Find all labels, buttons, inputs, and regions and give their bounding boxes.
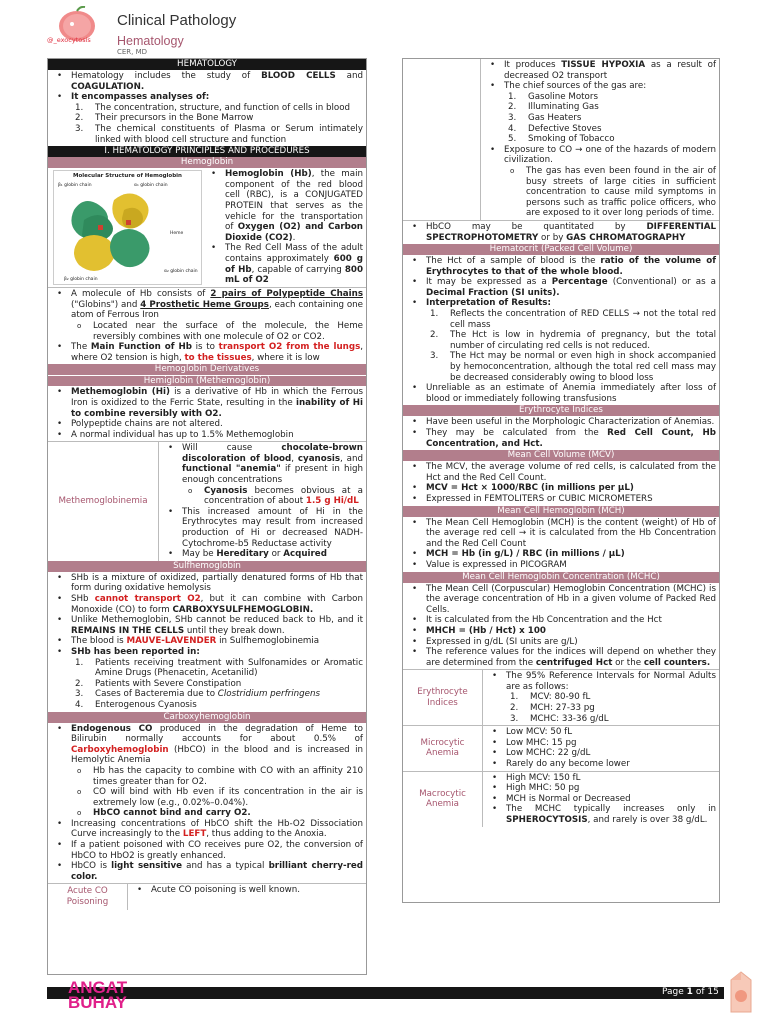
list-item: • High MCV: 150 fL <box>486 773 716 784</box>
sub-item: o Located near the surface of the molecule, the Heme reversibly combines with one molecule of O2 or CO2. <box>71 321 363 342</box>
page-number: Page 1 of 15 <box>662 987 719 997</box>
hemoglobin-list-2 <box>48 287 366 364</box>
section-hematocrit: Hematocrit (Packed Cell Volume) <box>403 244 719 255</box>
list-item: • MCH is Normal or Decreased <box>486 794 716 805</box>
author: CER, MD <box>117 48 148 56</box>
list-item: • High MHC: 50 pg <box>486 783 716 794</box>
numbered-item: 1. Gasoline Motors <box>508 91 598 102</box>
numbered-list <box>71 103 363 145</box>
list-item: • Exposure to CO → one of the hazards of modern civilization. o The gas has even been found in the air of busy streets of large cities in sufficient concentration to cause mild symptoms in persons such as traffic police officers, who are exposed to it over long periods of time. <box>484 145 716 219</box>
list-item: • SHb is a mixture of oxidized, partially denatured forms of Hb that form during oxidative hemolysis <box>51 573 363 594</box>
co-continued-block <box>403 59 719 220</box>
document-subtitle: Hematology <box>117 34 184 48</box>
methemoglobinemia-row <box>48 441 366 561</box>
list-item: • HbCO is light sensitive and has a typical brilliant cherry-red color. <box>51 861 363 882</box>
hemoglobin-block <box>48 168 366 287</box>
sub-item: o CO will bind with Hb even if its concentration in the air is extremely low (e.g., 0.02%–0.04%). <box>71 787 363 808</box>
list-item: • SHb cannot transport O2, but it can combine with Carbon Monoxide (CO) to form CARBOXYSULFHEMOGLOBIN. <box>51 594 363 615</box>
image-label: β₂ globin chain <box>64 277 98 283</box>
image-label: β₁ globin chain <box>58 183 92 189</box>
logo-handle: @_exocytosis <box>47 36 91 44</box>
list-item: • The Hct of a sample of blood is the ratio of the volume of Erythrocytes to that of the whole blood. <box>406 256 716 277</box>
list-item: • The Main Function of Hb is to transport O2 from the lungs, where O2 tension is high, to the tissues, where it is low <box>51 342 363 363</box>
numbered-item: 2. Their precursors in the Bone Marrow <box>75 113 254 124</box>
list-item: • Acute CO poisoning is well known. <box>131 885 363 896</box>
quantitation-list <box>403 220 719 244</box>
list-item: • The blood is MAUVE-LAVENDER in Sulfhemoglobinemia <box>51 636 363 647</box>
numbered-item: 4. Enterogenous Cyanosis <box>75 699 197 710</box>
list-item: • A molecule of Hb consists of 2 pairs of Polypeptide Chains ("Globins") and 4 Prosthetic Heme Groups, each containing one atom of Ferrous Iron o Located near the surface of the molecule, the Heme reversibly combines with one molecule of O2 or CO2. <box>51 289 363 342</box>
list-item: • The MCHC typically increases only in SPHEROCYTOSIS, and rarely is over 38 g/dL. <box>486 804 716 825</box>
methemoglobin-list <box>48 386 366 441</box>
reference-row-normal <box>403 669 719 725</box>
image-label: α₁ globin chain <box>134 183 168 189</box>
numbered-item: 3. Cases of Bacteremia due to Clostridium perfringens <box>75 689 321 700</box>
section-erythrocyte-indices: Erythrocyte Indices <box>403 405 719 416</box>
list-item: • HbCO may be quantitated by DIFFERENTIAL SPECTROPHOTOMETRY or by GAS CHROMATOGRAPHY <box>406 222 716 243</box>
row-label: Erythrocyte Indices <box>403 670 483 725</box>
numbered-item: 2. MCH: 27-33 pg <box>510 703 595 714</box>
section-bar-principles: I. HEMATOLOGY PRINCIPLES AND PROCEDURES <box>48 146 366 157</box>
list-item: • Will cause chocolate-brown discoloration of blood, cyanosis, and functional "anemia" if present in high enough concentrations o Cyanosis becomes obvious at a concentration of about 1.5 g Hi/dL <box>162 443 363 507</box>
hemoglobin-structure-image <box>53 170 202 285</box>
numbered-item: 1. Patients receiving treatment with Sulfonamides or Aromatic Amine Drugs (Phenacetin, Acetanilid) <box>75 657 363 679</box>
section-sulfhemoglobin: Sulfhemoglobin <box>48 561 366 572</box>
numbered-item: 5. Smoking of Tobacco <box>508 134 615 145</box>
left-column <box>47 58 367 975</box>
numbered-item: 2. The Hct is low in hydremia of pregnancy, but the total number of circulating red cells is not reduced. <box>430 330 716 351</box>
numbered-item: 1. The concentration, structure, and function of cells in blood <box>75 102 351 113</box>
numbered-list <box>506 692 716 724</box>
image-label: α₂ globin chain <box>164 269 198 275</box>
mch-list <box>403 517 719 572</box>
sub-item: o HbCO cannot bind and carry O2. <box>71 808 363 819</box>
list-item: • It is calculated from the Hb Concentration and the Hct <box>406 615 716 626</box>
page-header <box>45 6 745 56</box>
numbered-item: 3. The chemical constituents of Plasma or Serum intimately linked with blood cell structure and function <box>75 123 363 145</box>
numbered-list <box>71 658 363 711</box>
mchc-list <box>403 583 719 670</box>
carboxyhemoglobin-list <box>48 723 366 884</box>
list-item: • The Mean Cell (Corpuscular) Hemoglobin Concentration (MCHC) is the average concentration of Hb in a given volume of Packed Red Cells. <box>406 584 716 616</box>
section-mcv: Mean Cell Volume (MCV) <box>403 450 719 461</box>
document-title: Clinical Pathology <box>117 12 237 29</box>
list-item: • MCH = Hb (in g/L) / RBC (in millions / μL) <box>406 549 716 560</box>
list-item: • It may be expressed as a Percentage (Conventional) or as a Decimal Fraction (SI units). <box>406 277 716 298</box>
list-item: • If a patient poisoned with CO receives pure O2, the conversion of HbCO to HbO2 is greatly enhanced. <box>51 840 363 861</box>
numbered-list <box>504 92 716 145</box>
section-bar-hematology: HEMATOLOGY <box>48 59 366 70</box>
hematology-intro <box>48 70 366 146</box>
list-item: • It produces TISSUE HYPOXIA as a result of decreased O2 transport <box>484 60 716 81</box>
list-item: • The Mean Cell Hemoglobin (MCH) is the content (weight) of Hb of the average red cell → it is calculated from the Hb Concentration and the Red Cell Count <box>406 518 716 550</box>
list-item: • Low MHC: 15 pg <box>486 738 716 749</box>
list-item: • Unlike Methemoglobin, SHb cannot be reduced back to Hb, and it REMAINS IN THE CELLS until they break down. <box>51 615 363 636</box>
numbered-list <box>426 309 716 383</box>
list-item: • Unreliable as an estimate of Anemia immediately after loss of blood or immediately following transfusions <box>406 383 716 404</box>
list-item: • Rarely do any become lower <box>486 759 716 770</box>
list-item: • Expressed in g/dL (SI units are g/L) <box>406 637 716 648</box>
section-mchc: Mean Cell Hemoglobin Concentration (MCHC) <box>403 572 719 583</box>
list-item: • SHb has been reported in: 1. Patients receiving treatment with Sulfonamides or Aromatic Amine Drugs (Phenacetin, Acetanilid) 2. Patients with Severe Constipation 3. Cases of Bacteremia due to Clostridium perfringens 4. Enterogenous Cyanosis <box>51 647 363 711</box>
milk-carton-icon <box>725 970 757 1014</box>
section-mch: Mean Cell Hemoglobin (MCH) <box>403 506 719 517</box>
list-item: • Methemoglobin (Hi) is a derivative of Hb in which the Ferrous Iron is oxidized to the Ferric State, resulting in the inability of Hi to combine reversibly with O2. <box>51 387 363 419</box>
numbered-item: 3. Gas Heaters <box>508 112 582 123</box>
sulfhemoglobin-list <box>48 572 366 712</box>
list-item: • The Red Cell Mass of the adult contains approximately 600 g of Hb, capable of carrying 800 mL of O2 <box>205 243 363 285</box>
exocytosis-logo <box>45 6 115 52</box>
row-label: Microcytic Anemia <box>403 726 483 770</box>
reference-row-macrocytic <box>403 771 719 827</box>
numbered-item: 4. Defective Stoves <box>508 123 602 134</box>
numbered-item: 2. Patients with Severe Constipation <box>75 678 242 689</box>
angat-buhay-logo: ANGAT BUHAY <box>68 978 128 1012</box>
sub-item: o The gas has even been found in the air of busy streets of large cities in sufficient concentration to cause mild symptoms in persons such as traffic police officers, who are exposed to it over long periods of time. <box>504 166 716 219</box>
mcv-list <box>403 461 719 505</box>
indices-list <box>403 416 719 450</box>
row-label: Methemoglobinemia <box>48 442 159 561</box>
row-label: Macrocytic Anemia <box>403 772 483 827</box>
hematocrit-list <box>403 255 719 405</box>
sub-item: o Hb has the capacity to combine with CO with an affinity 210 times greater than for O2. <box>71 766 363 787</box>
list-item: • The 95% Reference Intervals for Normal Adults are as follows: 1. MCV: 80-90 fL 2. MCH: 27-33 pg 3. MCHC: 33-36 g/dL <box>486 671 716 724</box>
section-hemoglobin: Hemoglobin <box>48 157 366 168</box>
reference-row-microcytic <box>403 725 719 770</box>
list-item: • It encompasses analyses of: 1. The concentration, structure, and function of cells in blood 2. Their precursors in the Bone Marrow 3. The chemical constituents of Plasma or Serum intimately linked with blood cell structure and function <box>51 92 363 145</box>
list-item: • Hematology includes the study of BLOOD CELLS and COAGULATION. <box>51 71 363 92</box>
list-item: • May be Hereditary or Acquired <box>162 549 363 560</box>
list-item: • Value is expressed in PICOGRAM <box>406 560 716 571</box>
section-methemoglobin: Hemiglobin (Methemoglobin) <box>48 375 366 386</box>
list-item: • Low MCV: 50 fL <box>486 727 716 738</box>
list-item: • Expressed in FEMTOLITERS or CUBIC MICROMETERS <box>406 494 716 505</box>
right-column <box>402 58 720 903</box>
list-item: • Polypeptide chains are not altered. <box>51 419 363 430</box>
list-item: • MHCH = (Hb / Hct) x 100 <box>406 626 716 637</box>
list-item: • Have been useful in the Morphologic Characterization of Anemias. <box>406 417 716 428</box>
list-item: • The chief sources of the gas are: 1. Gasoline Motors 2. Illuminating Gas 3. Gas Heaters 4. Defective Stoves 5. Smoking of Tobacco <box>484 81 716 145</box>
footer-bar <box>47 987 724 999</box>
section-hb-derivatives: Hemoglobin Derivatives <box>48 364 366 375</box>
image-title: Molecular Structure of Hemoglobin <box>73 173 182 180</box>
acute-co-row <box>48 883 366 909</box>
list-item: • MCV = Hct × 1000/RBC (in millions per μL) <box>406 483 716 494</box>
list-item: • Interpretation of Results: 1. Reflects the concentration of RED CELLS → not the total red cell mass 2. The Hct is low in hydremia of pregnancy, but the total number of circulating red cells is not reduced. 3. The Hct may be normal or even high in shock accompanied by hemoconcentration, although the total red cell mass may be decreased considerably owing to blood loss <box>406 298 716 383</box>
list-item: • Hemoglobin (Hb), the main component of the red blood cell (RBC), is a CONJUGATED PROTEIN that serves as the vehicle for the transportation of Oxygen (O2) and Carbon Dioxide (CO2). <box>205 169 363 243</box>
list-item: • This increased amount of Hi in the Erythrocytes may result from increased production of Hi or decreased NADH-Cytochrome-b5 Reductase activity <box>162 507 363 549</box>
numbered-item: 1. MCV: 80-90 fL <box>510 692 591 703</box>
list-item: • Endogenous CO produced in the degradation of Heme to Bilirubin normally accounts for about 0.5% of Carboxyhemoglobin (HbCO) in the blood and is increased in Hemolytic Anemia o Hb has the capacity to combine with CO with an affinity 210 times greater than for O2. o CO will bind with Hb even if its concentration in the air is extremely low (e.g., 0.02%–0.04%). o HbCO cannot bind and carry O2. <box>51 724 363 819</box>
list-item: • Increasing concentrations of HbCO shift the Hb-O2 Dissociation Curve increasingly to the LEFT, thus adding to the Anoxia. <box>51 819 363 840</box>
hemoglobin-list <box>205 168 366 287</box>
numbered-item: 3. MCHC: 33-36 g/dL <box>510 713 609 724</box>
numbered-item: 2. Illuminating Gas <box>508 102 599 113</box>
section-carboxyhemoglobin: Carboxyhemoglobin <box>48 712 366 723</box>
list-item: • A normal individual has up to 1.5% Methemoglobin <box>51 430 363 441</box>
list-item: • They may be calculated from the Red Cell Count, Hb Concentration, and Hct. <box>406 428 716 449</box>
list-item: • The reference values for the indices will depend on whether they are determined from the centrifuged Hct or the cell counters. <box>406 647 716 668</box>
list-item: • The MCV, the average volume of red cells, is calculated from the Hct and the Red Cell Count. <box>406 462 716 483</box>
list-item: • Low MCHC: 22 g/dL <box>486 748 716 759</box>
numbered-item: 3. The Hct may be normal or even high in shock accompanied by hemoconcentration, although the total red cell mass may be decreased considerably owing to blood loss <box>430 351 716 383</box>
row-label: Acute CO Poisoning <box>48 884 128 909</box>
image-label: Heme <box>170 231 184 237</box>
sub-item: o Cyanosis becomes obvious at a concentration of about 1.5 g Hi/dL <box>182 486 363 507</box>
numbered-item: 1. Reflects the concentration of RED CELLS → not the total red cell mass <box>430 309 716 330</box>
